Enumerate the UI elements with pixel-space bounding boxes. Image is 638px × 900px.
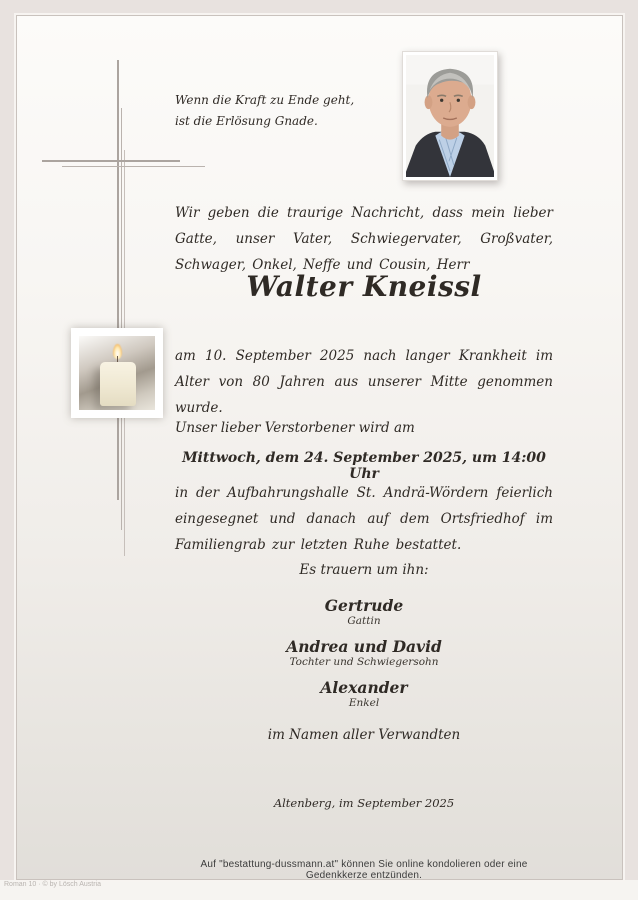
closing-line: im Namen aller Verwandten bbox=[267, 727, 461, 743]
mourners-list bbox=[175, 596, 553, 719]
mourning-heading: Es trauern um ihn: bbox=[299, 562, 429, 578]
deceased-photo bbox=[402, 51, 498, 181]
portrait-illustration bbox=[406, 55, 494, 177]
watermark: Roman 10 · © by Lösch Austria bbox=[4, 881, 101, 888]
mourner-entry bbox=[175, 678, 553, 710]
ceremony-datetime: Mittwoch, dem 24. September 2025, um 14:00 Uhr bbox=[182, 450, 546, 482]
candle-body bbox=[100, 362, 136, 406]
ceremony-details: in der Aufbahrungshalle St. Andrä-Wördern feierlich eingesegnet und danach auf dem Ortsfriedhof im Familiengrab zur letzten Ruhe bestattet. bbox=[175, 485, 553, 553]
quote-line-1: Wenn die Kraft zu Ende geht, bbox=[175, 93, 355, 107]
cross-vertical-line bbox=[121, 108, 122, 530]
candle-scene bbox=[79, 336, 155, 410]
quote-line-2: ist die Erlösung Gnade. bbox=[175, 114, 318, 128]
mourner-relation: Enkel bbox=[348, 697, 380, 709]
cross-vertical-line bbox=[117, 60, 119, 500]
mourner-relation: Gattin bbox=[347, 615, 381, 627]
deceased-name: Walter Kneissl bbox=[246, 270, 482, 303]
death-details: am 10. September 2025 nach langer Krankheit im Alter von 80 Jahren aus unserer Mitte genommen wurde. bbox=[175, 348, 553, 416]
announcement-text: Wir geben die traurige Nachricht, dass mein lieber Gatte, unser Vater, Schwiegervater, Großvater, Schwager, Onkel, Neffe und Cousin, Herr bbox=[175, 205, 553, 273]
mourner-name: Alexander bbox=[320, 678, 408, 697]
candle-image bbox=[71, 328, 163, 418]
footer-note: Auf "bestattung-dussmann.at" können Sie online kondolieren oder eine Gedenkkerze entzünden. bbox=[200, 859, 528, 881]
mourner-name: Andrea und David bbox=[286, 637, 442, 656]
place-date: Altenberg, im September 2025 bbox=[273, 796, 455, 810]
memorial-card bbox=[16, 15, 623, 880]
mourner-entry bbox=[175, 637, 553, 669]
ceremony-intro: Unser lieber Verstorbener wird am bbox=[175, 420, 415, 436]
mourner-relation: Tochter und Schwiegersohn bbox=[289, 656, 439, 668]
opening-quote bbox=[175, 90, 425, 132]
cross-horizontal-line bbox=[42, 160, 180, 162]
mourner-name: Gertrude bbox=[324, 596, 404, 615]
cross-horizontal-line bbox=[62, 166, 205, 167]
mourner-entry bbox=[175, 596, 553, 628]
